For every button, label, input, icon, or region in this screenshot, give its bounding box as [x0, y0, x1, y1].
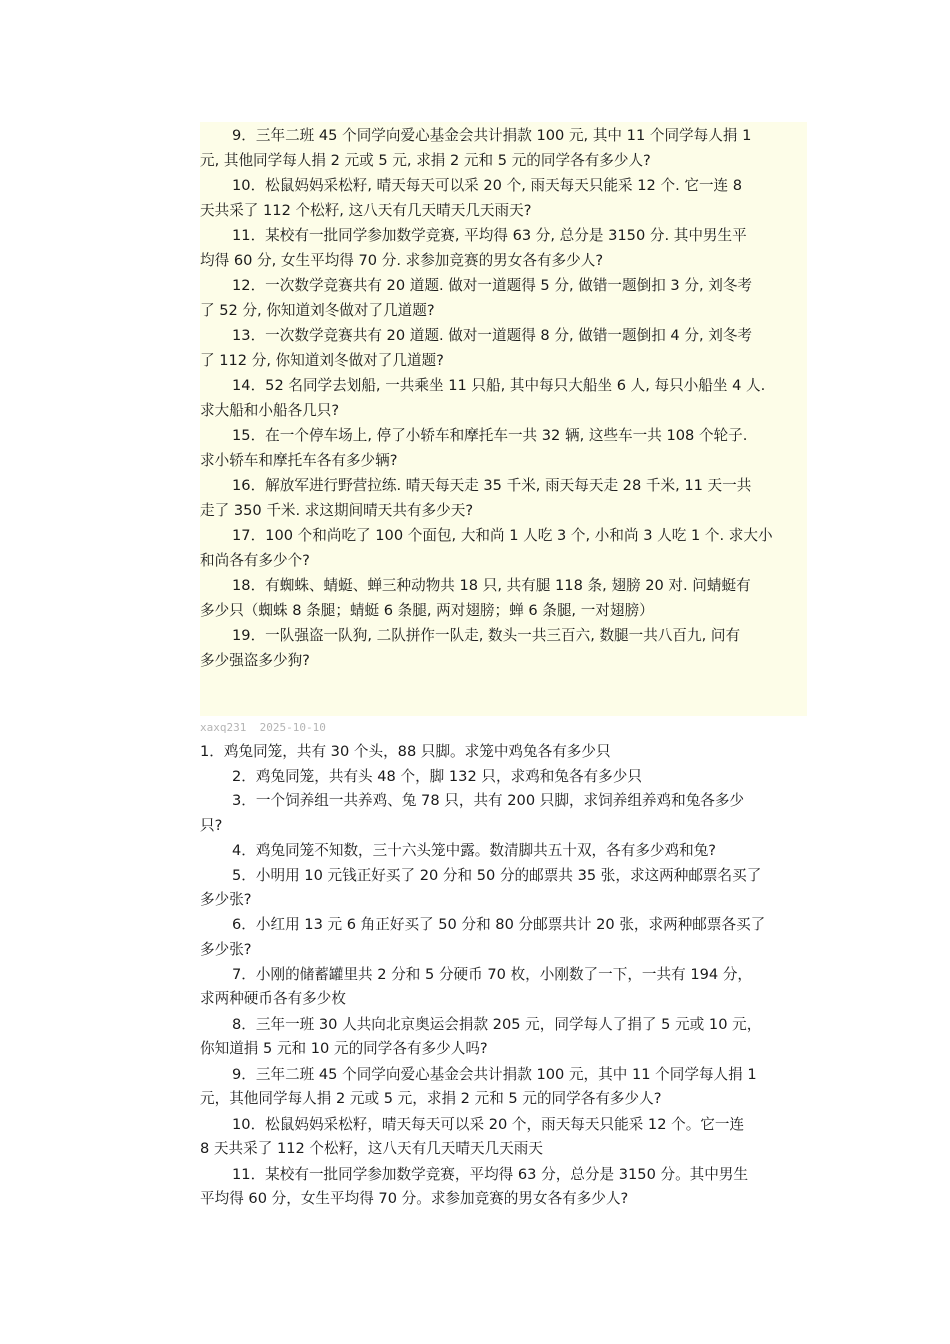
quote-line: 求大船和小船各几只? [200, 402, 340, 419]
body-line: 7．小刚的储蓄罐里共 2 分和 5 分硬币 70 枚，小刚数了一下，一共有 194 分， [232, 966, 753, 983]
body-line: 多少张? [200, 941, 252, 958]
quote-line: 求小轿车和摩托车各有多少辆? [200, 452, 398, 469]
body-line: 2．鸡兔同笼，共有头 48 个，脚 132 只，求鸡和兔各有多少只 [232, 768, 642, 785]
quote-line: 天共采了 112 个松籽, 这八天有几天晴天几天雨天? [200, 202, 532, 219]
body-line: 平均得 60 分，女生平均得 70 分。求参加竞赛的男女各有多少人? [200, 1190, 629, 1207]
body-line: 9．三年二班 45 个同学向爱心基金会共计捐款 100 元，其中 11 个同学每人捐 1 [232, 1066, 757, 1083]
body-line: 3．一个饲养组一共养鸡、兔 78 只，共有 200 只脚，求饲养组养鸡和兔各多少 [232, 792, 745, 809]
body-line: 8 天共采了 112 个松籽，这八天有几天晴天几天雨天 [200, 1140, 543, 1157]
body-line: 11．某校有一批同学参加数学竞赛，平均得 63 分，总分是 3150 分。其中男生 [232, 1166, 749, 1183]
body-line: 你知道捐 5 元和 10 元的同学各有多少人吗? [200, 1040, 488, 1057]
quote-line: 17．100 个和尚吃了 100 个面包, 大和尚 1 人吃 3 个, 小和尚 3 人吃 1 个. 求大小 [232, 527, 773, 544]
quote-line: 了 52 分, 你知道刘冬做对了几道题? [200, 302, 435, 319]
body-line: 元，其他同学每人捐 2 元或 5 元，求捐 2 元和 5 元的同学各有多少人? [200, 1090, 662, 1107]
quote-line: 10．松鼠妈妈采松籽, 晴天每天可以采 20 个, 雨天每天只能采 12 个. 它一连 8 [232, 177, 743, 194]
body-line: 多少张? [200, 891, 252, 908]
quote-line: 均得 60 分, 女生平均得 70 分. 求参加竞赛的男女各有多少人? [200, 252, 604, 269]
quote-line: 和尚各有多少个? [200, 552, 310, 569]
quote-line: 14．52 名同学去划船, 一共乘坐 11 只船, 其中每只大船坐 6 人, 每只小船坐 4 人. [232, 377, 766, 394]
body-line: 6．小红用 13 元 6 角正好买了 50 分和 80 分邮票共计 20 张，求两种邮票各买了 [232, 916, 766, 933]
body-line: 8．三年一班 30 人共向北京奥运会捐款 205 元，同学每人了捐了 5 元或 10 元， [232, 1016, 762, 1033]
quote-line: 15．在一个停车场上, 停了小轿车和摩托车一共 32 辆, 这些车一共 108 个轮子. [232, 427, 748, 444]
quote-line: 16．解放军进行野营拉练. 晴天每天走 35 千米, 雨天每天走 28 千米, 11 天一共 [232, 477, 752, 494]
quote-line: 11．某校有一批同学参加数学竞赛, 平均得 63 分, 总分是 3150 分. 其中男生平 [232, 227, 747, 244]
body-line: 5．小明用 10 元钱正好买了 20 分和 50 分的邮票共 35 张，求这两种邮票名买了 [232, 867, 762, 884]
quote-line: 18．有蜘蛛、蜻蜓、蝉三种动物共 18 只, 共有腿 118 条, 翅膀 20 对. 问蜻蜓有 [232, 577, 751, 594]
quote-line: 12．一次数学竞赛共有 20 道题. 做对一道题得 5 分, 做错一题倒扣 3 分, 刘冬考 [232, 277, 753, 294]
quote-line: 走了 350 千米. 求这期间晴天共有多少天? [200, 502, 474, 519]
quote-line: 元, 其他同学每人捐 2 元或 5 元, 求捐 2 元和 5 元的同学各有多少人? [200, 152, 651, 169]
body-line: 4．鸡兔同笼不知数，三十六头笼中露。数清脚共五十双，各有多少鸡和兔? [232, 842, 717, 859]
quote-line: 13．一次数学竞赛共有 20 道题. 做对一道题得 8 分, 做错一题倒扣 4 分, 刘冬考 [232, 327, 753, 344]
body-line: 求两种硬币各有多少枚 [200, 990, 346, 1007]
quote-line: 9．三年二班 45 个同学向爱心基金会共计捐款 100 元, 其中 11 个同学每人捐 1 [232, 127, 752, 144]
quote-line: 多少强盗多少狗? [200, 652, 310, 669]
quote-line: 多少只（蜘蛛 8 条腿；蜻蜓 6 条腿, 两对翅膀；蝉 6 条腿, 一对翅膀） [200, 602, 654, 619]
post-meta [200, 721, 326, 734]
body-line: 10．松鼠妈妈采松籽，晴天每天可以采 20 个，雨天每天只能采 12 个。它一连 [232, 1116, 745, 1133]
post-date: 2025-10-10 [259, 721, 326, 734]
quote-line: 19．一队强盗一队狗, 二队拼作一队走, 数头一共三百六, 数腿一共八百九, 问有 [232, 627, 741, 644]
quote-line: 了 112 分, 你知道刘冬做对了几道题? [200, 352, 444, 369]
body-line: 只? [200, 817, 223, 834]
body-line: 1．鸡兔同笼，共有 30 个头，88 只脚。求笼中鸡兔各有多少只 [200, 743, 611, 760]
author-name[interactable]: xaxq231 [200, 721, 247, 734]
